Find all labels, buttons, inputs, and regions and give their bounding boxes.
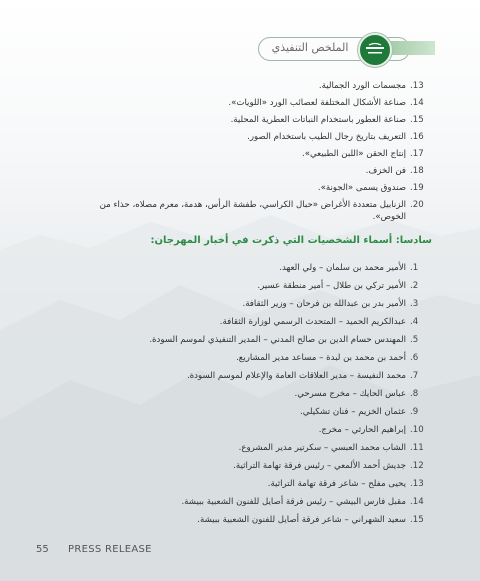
- list-item: .14 مقبل فارس البيشي – رئيس فرقة أصايل للفنون الشعبية ببيشة.: [181, 497, 424, 507]
- personalities-list: [72, 262, 432, 532]
- list-item: .8 عباس الحايك – مخرج مسرحي.: [294, 389, 419, 399]
- crafts-list: [72, 80, 432, 227]
- list-item: .18 فن الخزف.: [365, 166, 424, 176]
- footer-label: PRESS RELEASE: [68, 544, 152, 555]
- list-item: .1 الأمير محمد بن سلمان – ولي العهد.: [279, 263, 419, 273]
- list-item: .2 الأمير تركي بن طلال – أمير منطقة عسير.: [257, 281, 419, 291]
- list-item: .10 إبراهيم الحارثي – مخرج.: [318, 425, 424, 435]
- list-item: .19 صندوق يسمى «الجونة».: [317, 183, 424, 193]
- list-item: .6 أحمد بن محمد بن لبدة – مساعد مدير المشاريع.: [236, 353, 419, 363]
- list-item: .4 عبدالكريم الحميد – المتحدث الرسمي لوزارة الثقافة.: [219, 317, 419, 327]
- list-item: .7 محمد النفيسة – مدير العلاقات العامة والإعلام لموسم السودة.: [186, 371, 419, 381]
- list-item: .9 عثمان الخزيم – فنان تشكيلي.: [299, 407, 419, 417]
- list-item: .15 صناعة العطور باستخدام النباتات العطرية المحلية.: [230, 115, 424, 125]
- header-accent-bar: [385, 41, 435, 55]
- list-item: .16 التعريف بتاريخ رجال الطيب باستخدام الصور.: [247, 132, 424, 142]
- section-heading: سادسا: أسماء الشخصيات التي ذكرت في أخبار المهرجان:: [150, 235, 432, 246]
- list-item: .3 الأمير بدر بن عبدالله بن فرحان – وزير الثقافة.: [242, 299, 419, 309]
- list-item: .13 مجسمات الورد الجمالية.: [318, 81, 424, 91]
- page-header-title: الملخص التنفيذي: [271, 41, 349, 54]
- list-item: .12 جديش أحمد الألمعي – رئيس فرقة تهامة التراثية.: [233, 461, 424, 471]
- list-item: .13 يحيى مفلح – شاعر فرقة تهامة التراثية.: [267, 479, 424, 489]
- page-number: 55: [36, 544, 49, 555]
- list-item: .15 سعيد الشهراني – شاعر فرقة أصايل للفنون الشعبية ببيشة.: [197, 515, 424, 525]
- list-item: .17 إنتاج الحقن «اللبن الطبيعي».: [302, 149, 424, 159]
- list-item: .11 الشاب محمد العبسي – سكرتير مدير المشروع.: [238, 443, 424, 453]
- list-item: .5 المهندس حسام الدين بن صالح المدني – المدير التنفيذي لموسم السودة.: [149, 335, 419, 345]
- saudi-flag-emblem-icon: [358, 33, 392, 67]
- list-item: .20 الزنابيل متعددة الأغراض «حبال الكراسي، طفشة الرأس، هدمة، معرم مصلاه، حذاء من الخوص».: [99, 200, 424, 222]
- list-item: .14 صناعة الأشكال المختلفة لعصائب الورد «اللويات».: [228, 98, 424, 108]
